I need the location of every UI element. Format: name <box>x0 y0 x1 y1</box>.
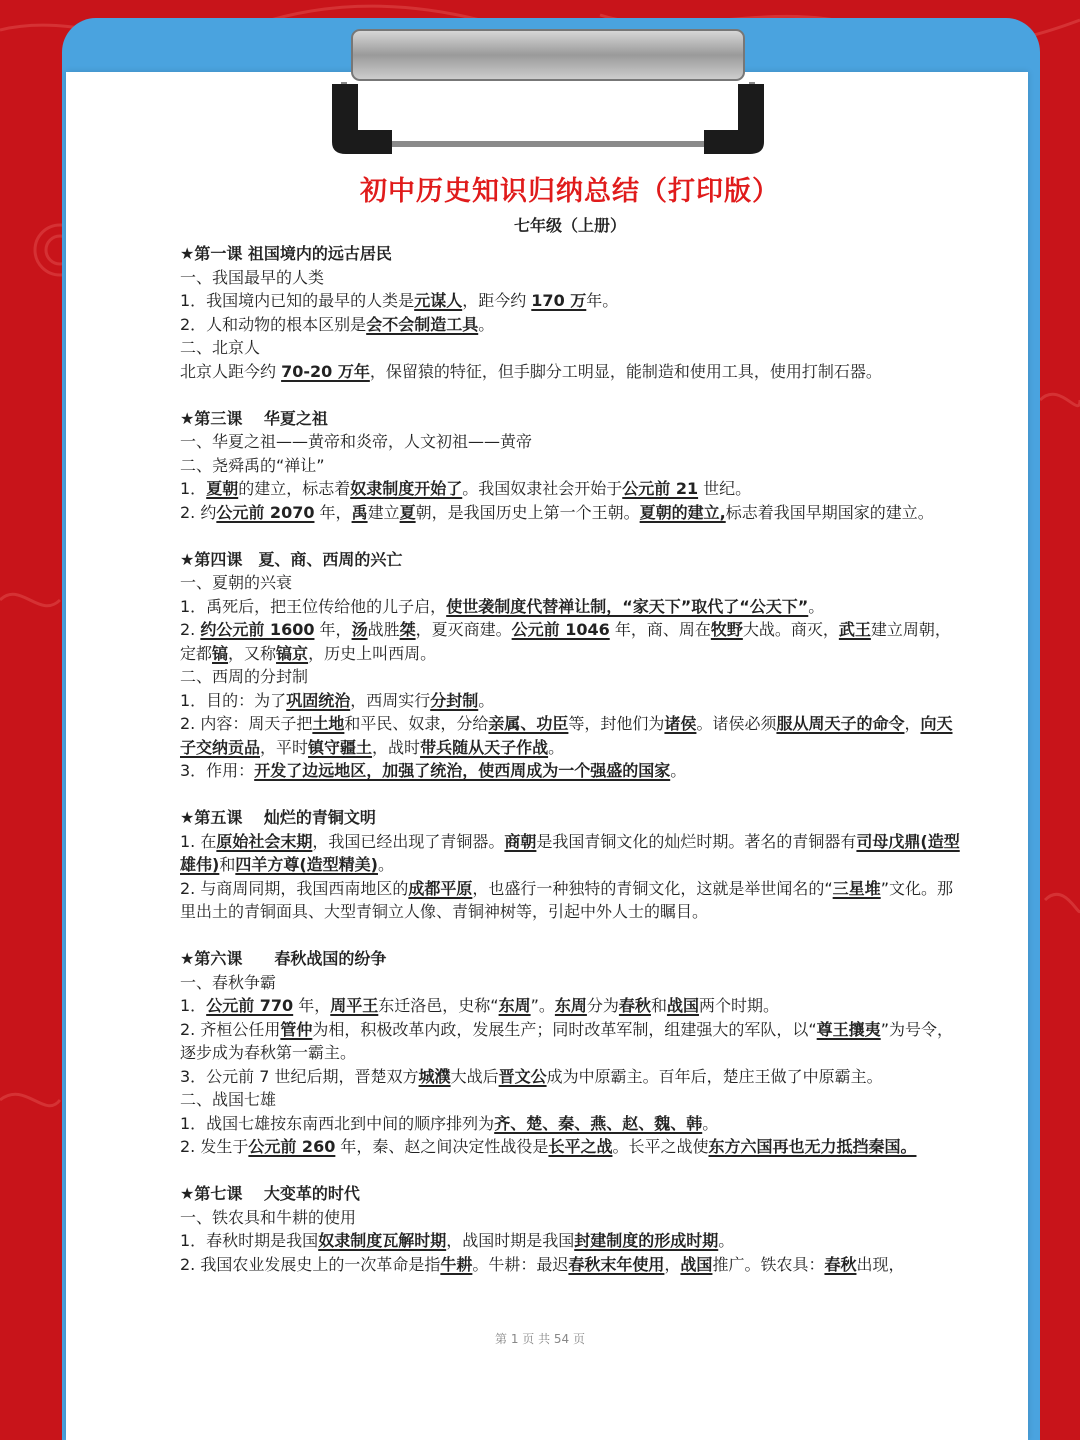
text-segment: 。我国奴隶社会开始于 <box>462 479 623 498</box>
key-term: 70-20 万年 <box>281 361 370 381</box>
key-term: 牛耕 <box>440 1254 473 1274</box>
section-spacer <box>180 783 960 807</box>
text-segment: ，夏灭商建。 <box>415 620 512 639</box>
text-segment: ”。 <box>530 996 555 1015</box>
key-term: 司母戊鼎(造型雄伟) <box>180 831 960 874</box>
text-segment: 一、春秋争霸 <box>180 972 277 992</box>
text-line <box>180 994 960 1018</box>
text-segment: ，距今约 <box>462 291 532 310</box>
document-content <box>180 172 960 1276</box>
text-segment: ，也盛行一种独特的青铜文化，这就是举世闻名的“ <box>472 878 833 898</box>
text-segment: 推广。铁农具： <box>712 1254 825 1274</box>
text-segment: 。长平之战使 <box>612 1137 709 1156</box>
key-term: 公元前 1046 <box>511 620 610 639</box>
text-segment: 3．作用： <box>180 761 255 780</box>
text-segment: 年，秦、赵之间决定性战役是 <box>335 1137 549 1156</box>
text-segment: 战胜 <box>367 620 400 639</box>
text-segment: 两个时期。 <box>698 996 779 1015</box>
section-spacer <box>180 383 960 407</box>
text-line <box>180 360 960 384</box>
text-segment: 。 <box>478 314 495 334</box>
text-segment: 1．目的：为了 <box>180 690 287 710</box>
text-segment: 。 <box>670 761 687 780</box>
key-term: 亲属、功臣 <box>488 714 569 733</box>
text-segment: 。牛耕：最迟 <box>472 1254 569 1274</box>
text-line <box>180 1112 960 1136</box>
key-term: 诸侯 <box>664 714 697 733</box>
key-term: 周平王 <box>330 996 379 1015</box>
key-term: 夏朝 <box>206 479 239 498</box>
key-term: 镐 <box>212 643 229 663</box>
lesson-heading: ★第三课 华夏之祖 <box>180 408 328 428</box>
key-term: 原始社会末期 <box>216 831 313 851</box>
text-segment: 二、北京人 <box>180 338 261 357</box>
key-term: 东周 <box>554 996 587 1015</box>
key-term: 春秋 <box>618 996 651 1015</box>
text-segment: ，战国时期是我国 <box>446 1231 575 1250</box>
text-segment: 。 <box>718 1231 735 1250</box>
text-segment: 。 <box>702 1113 719 1133</box>
text-segment: ，历史上叫西周。 <box>308 643 437 663</box>
text-line <box>180 1229 960 1253</box>
text-segment: 为相，积极改革内政，发展生产；同时改革军制，组建强大的军队，以“ <box>312 1019 817 1039</box>
key-term: 武王 <box>838 620 871 639</box>
text-segment: 一、我国最早的人类 <box>180 267 325 287</box>
text-segment: 2．人和动物的根本区别是 <box>180 314 367 334</box>
key-term: 汤 <box>351 620 368 639</box>
text-line <box>180 595 960 619</box>
text-segment: 大战。商灭， <box>742 620 839 639</box>
text-segment: 1． <box>180 996 207 1015</box>
key-term: 禹 <box>351 502 368 522</box>
text-segment: 。 <box>377 855 394 874</box>
text-segment: 和平民、奴隶，分给 <box>344 714 489 733</box>
key-term: 奴隶制度瓦解时期 <box>318 1231 447 1250</box>
text-segment: 等，封他们为 <box>568 714 665 733</box>
text-segment: 。 <box>548 737 565 757</box>
key-term: 镐京 <box>276 643 309 663</box>
text-line <box>180 1088 960 1112</box>
text-line <box>180 759 960 783</box>
key-term: 城濮 <box>418 1066 451 1086</box>
text-line <box>180 266 960 290</box>
page-footer: 第 1 页 共 54 页 <box>495 1332 585 1346</box>
key-term: 会不会制造工具 <box>366 314 479 334</box>
lesson-heading: ★第六课 春秋战国的纷争 <box>180 949 387 968</box>
key-term: 商朝 <box>504 831 537 851</box>
key-term: 牧野 <box>710 620 743 639</box>
key-term: 成都平原 <box>408 878 473 898</box>
key-term: 服从周天子的命令 <box>776 714 905 733</box>
text-segment: 年， <box>293 996 331 1015</box>
document-title: 初中历史知识归纳总结（打印版） <box>360 176 780 207</box>
text-segment: 和 <box>650 996 667 1015</box>
text-segment: 分为 <box>586 996 619 1015</box>
text-segment: 1．禹死后，把王位传给他的儿子启， <box>180 596 447 616</box>
text-segment: 1．战国七雄按东南西北到中间的顺序排列为 <box>180 1113 495 1133</box>
key-term: 四羊方尊(造型精美) <box>235 855 378 874</box>
key-term: 战国 <box>666 996 699 1015</box>
text-segment: 是我国青铜文化的灿烂时期。著名的青铜器有 <box>536 831 857 851</box>
key-term: 夏 <box>399 502 416 522</box>
text-line <box>180 712 960 759</box>
text-segment: ”文化。那里出土的青铜面具、大型青铜立人像、青铜神树等，引起中外人士的瞩目。 <box>180 878 953 921</box>
text-segment: ， <box>664 1254 681 1274</box>
text-line <box>180 1018 960 1065</box>
text-segment: 2. 我国农业发展史上的一次革命是指 <box>180 1254 441 1274</box>
key-term: 公元前 21 <box>622 479 699 498</box>
text-line <box>180 689 960 713</box>
key-term: 开发了边远地区，加强了统治，使西周成为一个强盛的国家 <box>254 761 671 780</box>
key-term: 分封制 <box>430 690 479 710</box>
text-segment: ，平时 <box>260 737 309 757</box>
text-segment: ”为号令，逐步成为春秋第一霸主。 <box>180 1019 953 1062</box>
text-segment: 1． <box>180 479 207 498</box>
section-spacer <box>180 524 960 548</box>
text-segment: ， <box>904 714 921 733</box>
text-segment: 2. 与商周同期，我国西南地区的 <box>180 878 409 898</box>
text-segment: 年， <box>314 620 352 639</box>
text-segment: ，我国已经出现了青铜器。 <box>312 831 505 851</box>
key-term: 东周 <box>498 996 531 1015</box>
text-line <box>180 430 960 454</box>
key-term: 三星堆 <box>832 878 881 898</box>
text-segment: 世纪。 <box>698 479 752 498</box>
text-segment: 大战后 <box>450 1066 499 1086</box>
lesson-heading: ★第四课 夏、商、西周的兴亡 <box>180 549 403 569</box>
key-term: 带兵随从天子作战 <box>420 737 549 757</box>
text-segment: 年， <box>314 502 352 522</box>
text-segment: 的建立，标志着 <box>238 479 351 498</box>
text-segment: 朝，是我国历史上第一个王朝。 <box>415 502 640 522</box>
text-segment: 2. 内容：周天子把 <box>180 714 313 733</box>
text-line <box>180 1135 960 1159</box>
key-term: 向天子交纳贡品 <box>180 714 953 757</box>
key-term: 镇守疆土 <box>308 737 373 757</box>
text-segment: 2. 约 <box>180 502 217 522</box>
document-subtitle: 七年级（上册） <box>513 216 626 235</box>
text-segment: 成为中原霸主。百年后，楚庄王做了中原霸主。 <box>546 1066 883 1086</box>
lesson-heading: ★第五课 灿烂的青铜文明 <box>180 808 376 827</box>
text-segment: 标志着我国早期国家的建立。 <box>725 502 934 522</box>
text-segment: 二、战国七雄 <box>180 1090 277 1109</box>
text-segment: 建立 <box>367 502 400 522</box>
text-segment: ，又称 <box>228 643 277 663</box>
text-segment: 出现， <box>856 1254 905 1274</box>
text-segment: ，西周实行 <box>350 690 431 710</box>
lesson-sections <box>180 242 960 1276</box>
text-line <box>180 477 960 501</box>
key-term: 巩固统治 <box>286 690 351 710</box>
text-line <box>180 454 960 478</box>
key-term: 封建制度的形成时期 <box>574 1231 719 1250</box>
section-spacer <box>180 924 960 948</box>
text-line <box>180 1253 960 1277</box>
key-term: 桀 <box>399 620 416 639</box>
lesson-heading: ★第一课 祖国境内的远古居民 <box>180 244 392 263</box>
text-segment: 北京人距今约 <box>180 361 282 381</box>
text-segment: 和 <box>219 855 236 874</box>
text-line <box>180 1065 960 1089</box>
text-line <box>180 289 960 313</box>
key-term: 长平之战 <box>548 1137 613 1156</box>
key-term: 齐、楚、秦、燕、赵、魏、韩 <box>494 1113 703 1133</box>
key-term: 春秋 <box>824 1254 857 1274</box>
text-line <box>180 877 960 924</box>
text-segment: ，战时 <box>372 737 421 757</box>
text-line <box>180 830 960 877</box>
text-segment: 。诸侯必须 <box>696 714 777 733</box>
text-segment: 一、铁农具和牛耕的使用 <box>180 1207 357 1227</box>
text-line <box>180 313 960 337</box>
text-segment: 1. 在 <box>180 831 217 851</box>
text-line <box>180 665 960 689</box>
text-segment: 东迁洛邑，史称“ <box>378 996 499 1015</box>
text-segment: 一、华夏之祖——黄帝和炎帝，人文初祖——黄帝 <box>180 432 533 451</box>
key-term: 奴隶制度开始了 <box>350 479 463 498</box>
text-segment: 2. 发生于 <box>180 1137 249 1156</box>
text-line <box>180 336 960 360</box>
key-term: 使世袭制度代替禅让制，“家天下”取代了“公天下” <box>446 596 809 616</box>
section-spacer <box>180 1159 960 1183</box>
key-term: 约公元前 1600 <box>200 620 315 639</box>
key-term: 战国 <box>680 1254 713 1274</box>
text-segment: 。 <box>478 690 495 710</box>
text-line <box>180 571 960 595</box>
lesson-heading: ★第七课 大变革的时代 <box>180 1184 360 1203</box>
clipboard-clip <box>322 22 774 162</box>
text-segment: ，保留猿的特征，但手脚分工明显，能制造和使用工具，使用打制石器。 <box>369 361 882 381</box>
text-segment: 二、尧舜禹的“禅让” <box>180 455 325 475</box>
text-segment: 3．公元前 7 世纪后期，晋楚双方 <box>180 1066 419 1086</box>
key-term: 元谋人 <box>414 291 463 310</box>
text-segment: 1．春秋时期是我国 <box>180 1231 319 1250</box>
key-term: 春秋末年使用 <box>568 1254 665 1274</box>
text-line <box>180 501 960 525</box>
key-term: 土地 <box>312 714 345 733</box>
text-line <box>180 971 960 995</box>
text-segment: 年，商、周在 <box>609 620 711 639</box>
text-line <box>180 618 960 665</box>
key-term: 公元前 770 <box>206 996 294 1015</box>
text-segment: 1．我国境内已知的最早的人类是 <box>180 291 415 310</box>
text-segment: 。 <box>808 596 825 616</box>
key-term: 尊王攘夷 <box>816 1019 881 1039</box>
key-term: 170 万 <box>531 291 587 310</box>
key-term: 夏朝的建立, <box>639 502 726 522</box>
key-term: 管仲 <box>280 1019 313 1039</box>
text-segment: 一、夏朝的兴衰 <box>180 573 293 592</box>
key-term: 公元前 260 <box>248 1137 336 1156</box>
text-segment: 2. <box>180 620 201 639</box>
key-term: 公元前 2070 <box>216 502 315 522</box>
key-term: 晋文公 <box>498 1066 547 1086</box>
text-segment: 二、西周的分封制 <box>180 667 309 686</box>
key-term: 东方六国再也无力抵挡秦国。 <box>708 1137 917 1156</box>
text-line <box>180 1206 960 1230</box>
text-segment: 建立周朝，定都 <box>180 620 951 663</box>
text-segment: 年。 <box>586 291 619 310</box>
text-segment: 2. 齐桓公任用 <box>180 1019 281 1039</box>
